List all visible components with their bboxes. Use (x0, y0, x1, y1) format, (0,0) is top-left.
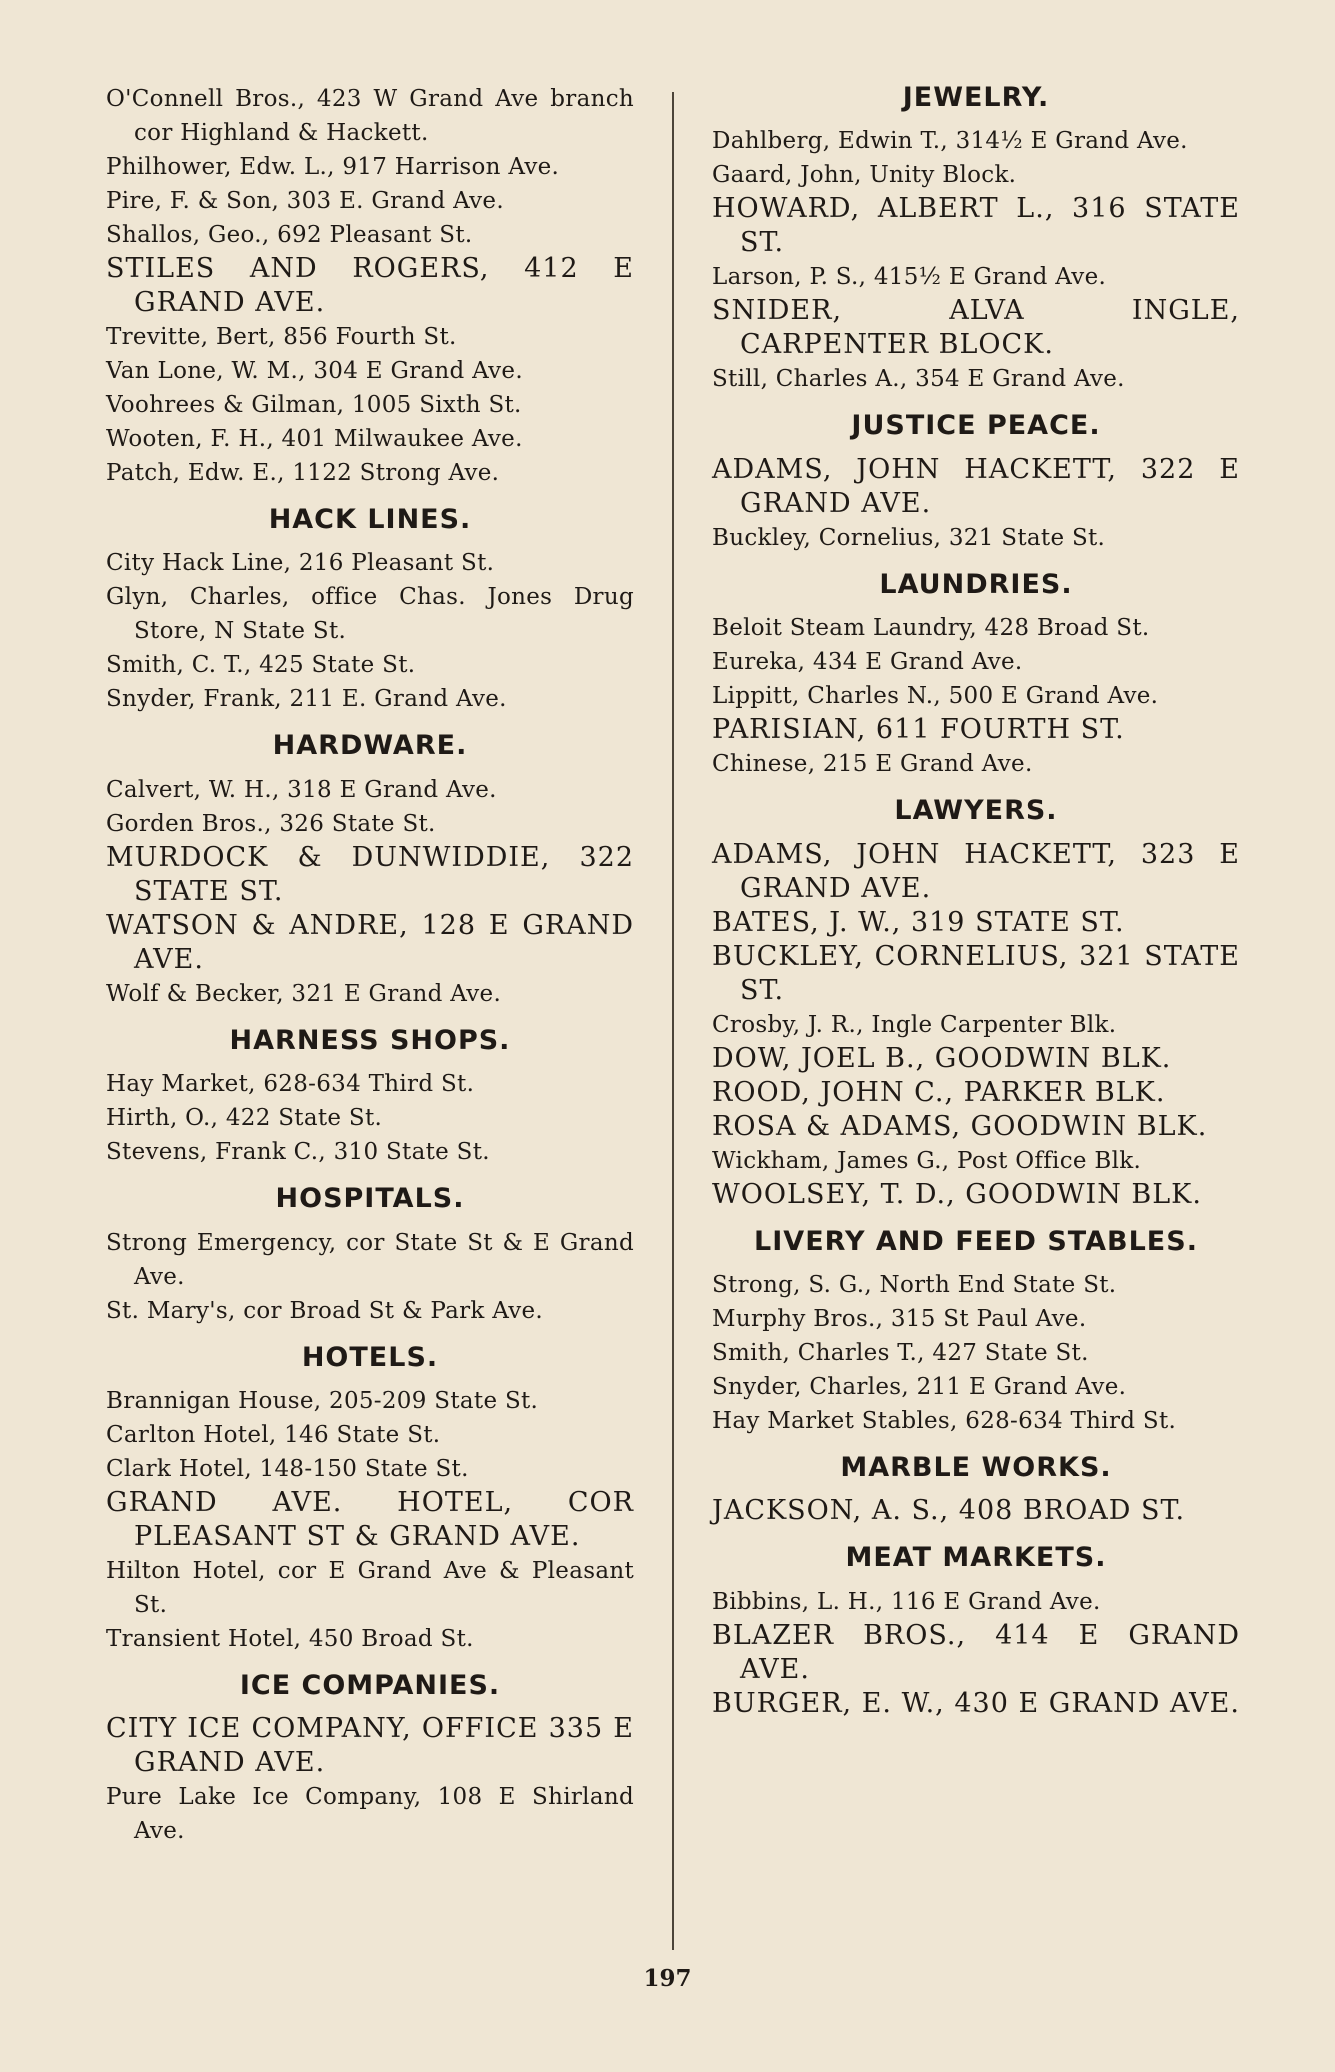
listing-entry: MURDOCK & DUNWIDDIE, 322 STATE ST. (106, 841, 634, 907)
listing-entry: Smith, Charles T., 427 State St. (712, 1339, 1089, 1366)
listing-entry: Murphy Bros., 315 St Paul Ave. (712, 1305, 1087, 1332)
listing-entry: Trevitte, Bert, 856 Fourth St. (106, 324, 457, 350)
column-divider (672, 92, 674, 1950)
listing-entry: DOW, JOEL B., GOODWIN BLK. (712, 1042, 1172, 1074)
section-heading-meat-markets: MEAT MARKETS. (845, 1542, 1107, 1574)
listing-entry: Carlton Hotel, 146 State St. (106, 1421, 441, 1448)
listing-entry: Stevens, Frank C., 310 State St. (106, 1139, 490, 1166)
listing-entry: ROSA & ADAMS, GOODWIN BLK. (712, 1110, 1208, 1142)
listing-entry: Buckley, Cornelius, 321 State St. (712, 524, 1106, 551)
listing-entry: City Hack Line, 216 Pleasant St. (106, 550, 495, 577)
listing-entry: Snyder, Frank, 211 E. Grand Ave. (106, 686, 507, 713)
section-heading-livery-and-feed-stables: LIVERY AND FEED STABLES. (754, 1225, 1198, 1257)
left-column (106, 82, 634, 1848)
listing-entry: Strong Emergency, cor State St & E Grand Ave. (106, 1229, 634, 1290)
page-number: 197 (643, 1965, 692, 1992)
section-heading-hospitals: HOSPITALS. (275, 1183, 465, 1215)
listing-entry: Beloit Steam Laundry, 428 Broad St. (712, 615, 1150, 642)
listing-entry: SNIDER, ALVA INGLE, CARPENTER BLOCK. (712, 295, 1240, 361)
section-heading-justice-peace: JUSTICE PEACE. (851, 410, 1101, 442)
listing-entry: WATSON & ANDRE, 128 E GRAND AVE. (106, 909, 634, 975)
listing-entry: Clark Hotel, 148-150 State St. (106, 1455, 469, 1482)
section-heading-hardware: HARDWARE. (272, 730, 468, 762)
listing-entry: HOWARD, ALBERT L., 316 STATE ST. (712, 193, 1240, 259)
listing-entry: Still, Charles A., 354 E Grand Ave. (712, 366, 1125, 393)
listing-entry: Snyder, Charles, 211 E Grand Ave. (712, 1373, 1127, 1400)
listing-entry: Strong, S. G., North End State St. (712, 1271, 1117, 1298)
listing-entry: Hay Market Stables, 628-634 Third St. (712, 1407, 1177, 1434)
listing-entry: O'Connell Bros., 423 W Grand Ave branch cor Highland & Hackett. (106, 86, 634, 146)
listing-entry: JACKSON, A. S., 408 BROAD ST. (712, 1495, 1186, 1527)
listing-entry: Shallos, Geo., 692 Pleasant St. (106, 222, 473, 248)
listing-entry: Wickham, James G., Post Office Blk. (712, 1147, 1142, 1174)
listing-entry: Larson, P. S., 415½ E Grand Ave. (712, 264, 1107, 291)
listing-entry: Brannigan House, 205-209 State St. (106, 1387, 539, 1414)
listing-entry: WOOLSEY, T. D., GOODWIN BLK. (712, 1178, 1202, 1210)
listing-entry: CITY ICE COMPANY, OFFICE 335 E GRAND AVE. (106, 1713, 634, 1779)
listing-entry: Glyn, Charles, office Chas. Jones Drug Store, N State St. (106, 584, 634, 645)
listing-entry: GRAND AVE. HOTEL, COR PLEASANT ST & GRAND AVE. (106, 1486, 634, 1552)
section-heading-marble-works: MARBLE WORKS. (840, 1451, 1112, 1483)
listing-entry: Pure Lake Ice Company, 108 E Shirland Ave. (106, 1784, 634, 1845)
listing-entry: Hirth, O., 422 State St. (106, 1105, 383, 1132)
section-heading-harness-shops: HARNESS SHOPS. (229, 1024, 511, 1056)
listing-entry: Transient Hotel, 450 Broad St. (106, 1625, 474, 1652)
listing-entry: ADAMS, JOHN HACKETT, 322 E GRAND AVE. (712, 453, 1240, 519)
listing-entry: St. Mary's, cor Broad St & Park Ave. (106, 1297, 544, 1324)
section-heading-lawyers: LAWYERS. (894, 795, 1058, 827)
section-heading-hack-lines: HACK LINES. (268, 504, 472, 535)
section-heading-jewelry: JEWELRY. (902, 82, 1050, 113)
listing-entry: Bibbins, L. H., 116 E Grand Ave. (712, 1588, 1101, 1615)
listing-entry: Wooten, F. H., 401 Milwaukee Ave. (106, 426, 523, 452)
listing-entry: Pire, F. & Son, 303 E. Grand Ave. (106, 188, 504, 214)
listing-entry: Gorden Bros., 326 State St. (106, 810, 436, 837)
listing-entry: Voohrees & Gilman, 1005 Sixth St. (106, 392, 522, 418)
listing-entry: Smith, C. T., 425 State St. (106, 652, 416, 679)
section-heading-hotels: HOTELS. (301, 1341, 439, 1373)
listing-entry: BATES, J. W., 319 STATE ST. (712, 906, 1125, 938)
listing-entry: Dahlberg, Edwin T., 314½ E Grand Ave. (712, 128, 1188, 155)
listing-entry: Philhower, Edw. L., 917 Harrison Ave. (106, 154, 560, 180)
listing-entry: Eureka, 434 E Grand Ave. (712, 649, 1023, 676)
listing-entry: BURGER, E. W., 430 E GRAND AVE. (712, 1687, 1240, 1719)
right-column (712, 82, 1240, 1721)
section-heading-laundries: LAUNDRIES. (879, 568, 1073, 600)
listing-entry: Wolf & Becker, 321 E Grand Ave. (106, 980, 502, 1007)
listing-entry: Hay Market, 628-634 Third St. (106, 1071, 475, 1098)
listing-entry: ROOD, JOHN C., PARKER BLK. (712, 1076, 1166, 1108)
listing-entry: BUCKLEY, CORNELIUS, 321 STATE ST. (712, 940, 1240, 1006)
listing-entry: ADAMS, JOHN HACKETT, 323 E GRAND AVE. (712, 838, 1240, 904)
listing-entry: Patch, Edw. E., 1122 Strong Ave. (106, 460, 500, 486)
listing-entry: BLAZER BROS., 414 E GRAND AVE. (712, 1619, 1240, 1685)
listing-entry: Crosby, J. R., Ingle Carpenter Blk. (712, 1011, 1117, 1038)
listing-entry: STILES AND ROGERS, 412 E GRAND AVE. (106, 253, 634, 318)
section-heading-ice-companies: ICE COMPANIES. (239, 1669, 501, 1701)
listing-entry: Gaard, John, Unity Block. (712, 162, 1017, 189)
listing-entry: Hilton Hotel, cor E Grand Ave & Pleasant St. (106, 1557, 634, 1618)
listing-entry: Calvert, W. H., 318 E Grand Ave. (106, 776, 497, 803)
listing-entry: Lippitt, Charles N., 500 E Grand Ave. (712, 683, 1159, 710)
listing-entry: Chinese, 215 E Grand Ave. (712, 751, 1033, 778)
listing-entry: Van Lone, W. M., 304 E Grand Ave. (106, 358, 523, 384)
listing-entry: PARISIAN, 611 FOURTH ST. (712, 714, 1125, 746)
